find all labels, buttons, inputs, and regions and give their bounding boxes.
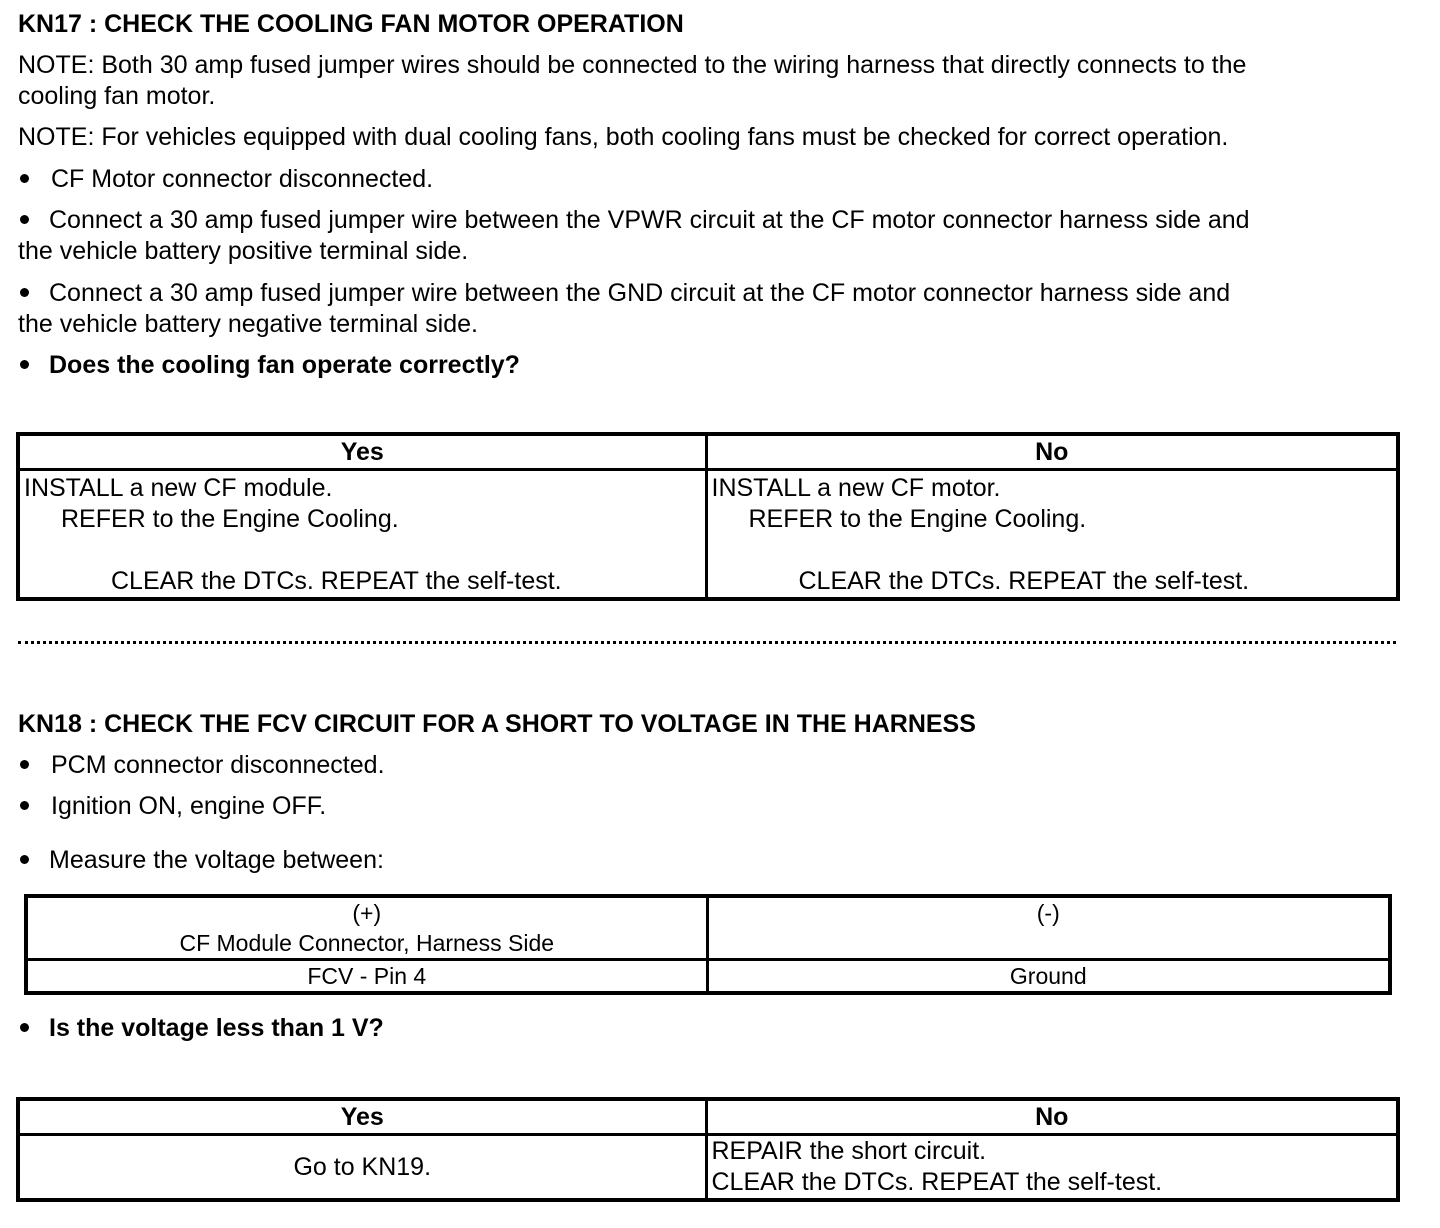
kn18-minus-header-cell xyxy=(707,896,1390,960)
bullet-icon xyxy=(20,855,29,864)
kn17-bullet-3-line-2: the vehicle battery negative terminal side. xyxy=(18,310,478,338)
bullet-icon xyxy=(20,760,29,769)
table-row xyxy=(26,960,1390,994)
kn17-yes-cell xyxy=(18,470,706,600)
kn17-note-2: NOTE: For vehicles equipped with dual cooling fans, both cooling fans must be checked for correct operation. xyxy=(18,123,1229,151)
kn17-note-1 xyxy=(18,50,1246,112)
kn17-yes-line-3: CLEAR the DTCs. REPEAT the self-test. xyxy=(111,567,562,595)
kn17-outcome-table xyxy=(16,432,1400,601)
bullet-icon xyxy=(20,360,29,369)
kn17-yes-header: Yes xyxy=(18,434,706,470)
kn17-no-cell xyxy=(706,470,1398,600)
kn18-yes-header: Yes xyxy=(18,1099,706,1135)
kn18-no-cell xyxy=(706,1135,1398,1201)
kn17-question-text: Does the cooling fan operate correctly? xyxy=(49,351,520,379)
bullet-icon xyxy=(20,215,29,224)
kn17-bullet-1 xyxy=(20,164,433,195)
kn17-heading: KN17 : CHECK THE COOLING FAN MOTOR OPERATION xyxy=(18,10,684,38)
kn18-outcome-table xyxy=(16,1097,1400,1202)
kn18-heading: KN18 : CHECK THE FCV CIRCUIT FOR A SHORT TO VOLTAGE IN THE HARNESS xyxy=(18,710,976,738)
kn17-bullet-2-line-2: the vehicle battery positive terminal side. xyxy=(18,237,469,265)
kn17-no-line-2: REFER to the Engine Cooling. xyxy=(748,505,1087,533)
kn18-bullet-1-text: PCM connector disconnected. xyxy=(51,751,385,779)
kn17-bullet-1-text: CF Motor connector disconnected. xyxy=(51,165,434,193)
kn17-no-header: No xyxy=(706,434,1398,470)
kn18-plus-sub: CF Module Connector, Harness Side xyxy=(179,930,555,956)
kn17-bullet-2 xyxy=(18,205,1250,267)
kn17-bullet-2-line-1: Connect a 30 amp fused jumper wire between the VPWR circuit at the CF motor connector harness side and xyxy=(49,206,1250,234)
kn18-bullet-1 xyxy=(20,750,385,781)
bullet-icon xyxy=(20,174,29,183)
kn18-yes-text: Go to KN19. xyxy=(293,1152,432,1181)
kn18-question xyxy=(20,1013,384,1044)
kn17-bullet-3-line-1: Connect a 30 amp fused jumper wire between the GND circuit at the CF motor connector harness side and xyxy=(49,279,1231,307)
kn18-minus-header: (-) xyxy=(1036,900,1060,926)
kn18-plus-value: FCV - Pin 4 xyxy=(26,960,707,994)
table-header-row xyxy=(18,1099,1398,1135)
section-divider xyxy=(18,641,1396,644)
table-row xyxy=(18,1135,1398,1201)
kn18-plus-header: (+) xyxy=(352,900,382,926)
kn18-plus-header-cell xyxy=(26,896,707,960)
kn17-question xyxy=(20,350,520,381)
kn17-yes-line-1: INSTALL a new CF module. xyxy=(24,474,333,502)
kn18-bullet-3-text: Measure the voltage between: xyxy=(49,846,384,874)
kn18-bullet-3 xyxy=(20,845,384,876)
kn17-no-line-1: INSTALL a new CF motor. xyxy=(711,474,1001,502)
kn18-no-line-2: CLEAR the DTCs. REPEAT the self-test. xyxy=(711,1168,1163,1196)
kn18-measurement-table xyxy=(24,894,1392,995)
kn18-yes-cell xyxy=(18,1135,706,1201)
table-header-row xyxy=(26,896,1390,960)
bullet-icon xyxy=(20,1023,29,1032)
bullet-icon xyxy=(20,801,29,810)
table-row xyxy=(18,470,1398,600)
kn17-yes-line-2: REFER to the Engine Cooling. xyxy=(61,505,399,533)
kn17-bullet-3 xyxy=(18,278,1230,340)
kn18-no-header: No xyxy=(706,1099,1398,1135)
kn17-no-line-3: CLEAR the DTCs. REPEAT the self-test. xyxy=(798,567,1250,595)
kn18-bullet-2-text: Ignition ON, engine OFF. xyxy=(51,792,327,820)
kn18-minus-value: Ground xyxy=(707,960,1390,994)
kn17-note-1-line-2: cooling fan motor. xyxy=(18,82,216,110)
kn18-bullet-2 xyxy=(20,791,326,822)
kn17-note-1-line-1: NOTE: Both 30 amp fused jumper wires should be connected to the wiring harness that directly connects to the xyxy=(18,51,1247,79)
kn18-no-line-1: REPAIR the short circuit. xyxy=(711,1137,987,1165)
bullet-icon xyxy=(20,288,29,297)
table-header-row xyxy=(18,434,1398,470)
kn18-question-text: Is the voltage less than 1 V? xyxy=(49,1014,384,1042)
